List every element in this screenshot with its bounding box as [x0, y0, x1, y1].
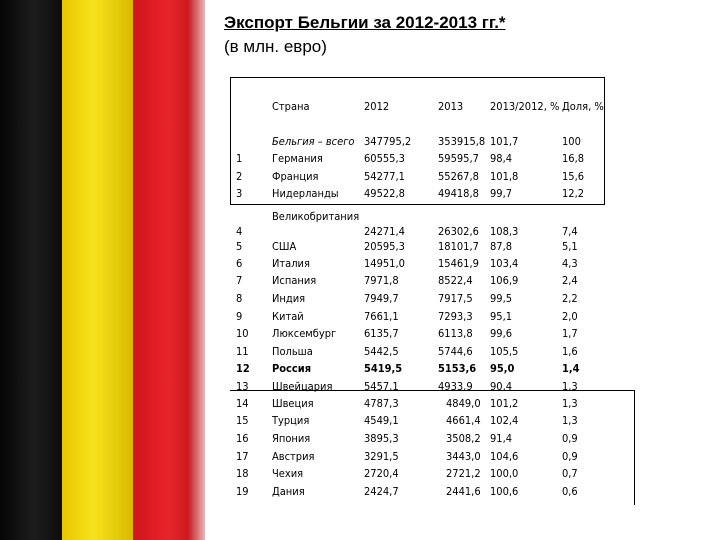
- row-share: 15,6: [562, 170, 585, 183]
- row-number: 13: [236, 380, 249, 393]
- row-value-2012: 7949,7: [364, 292, 399, 305]
- row-value-2013: 15461,9: [438, 257, 479, 270]
- row-share: 100: [562, 135, 581, 148]
- row-value-2013: 4661,4: [446, 414, 481, 427]
- row-value-2012: 24271,4: [364, 225, 405, 238]
- row-value-2013: 3508,2: [446, 432, 481, 445]
- row-country: Австрия: [272, 450, 315, 463]
- row-country: Чехия: [272, 467, 304, 480]
- row-value-2012: 4787,3: [364, 397, 399, 410]
- row-value-2012: 347795,2: [364, 135, 412, 148]
- row-country: Нидерланды: [272, 187, 339, 200]
- row-country: Франция: [272, 170, 319, 183]
- row-share: 1,3: [562, 397, 578, 410]
- row-value-2013: 4849,0: [446, 397, 481, 410]
- slide-title: Экспорт Бельгии за 2012-2013 гг.*: [224, 13, 506, 32]
- row-ratio: 103,4: [490, 257, 519, 270]
- row-country: Польша: [272, 345, 313, 358]
- row-country: Индия: [272, 292, 306, 305]
- row-ratio: 100,0: [490, 467, 519, 480]
- row-ratio: 98,4: [490, 152, 513, 165]
- row-share: 0,7: [562, 467, 578, 480]
- row-country: Россия: [272, 362, 312, 375]
- row-country: Италия: [272, 257, 310, 270]
- header-country: Страна: [272, 100, 310, 113]
- row-number: 14: [236, 397, 249, 410]
- row-ratio: 101,7: [490, 135, 519, 148]
- row-value-2012: 20595,3: [364, 240, 405, 253]
- row-ratio: 106,9: [490, 274, 519, 287]
- row-number: 17: [236, 450, 249, 463]
- row-ratio: 108,3: [490, 225, 519, 238]
- header-share: Доля, %: [562, 100, 604, 113]
- row-share: 1,3: [562, 414, 578, 427]
- row-ratio: 99,7: [490, 187, 513, 200]
- row-value-2012: 54277,1: [364, 170, 405, 183]
- row-ratio: 102,4: [490, 414, 519, 427]
- row-value-2012: 60555,3: [364, 152, 405, 165]
- row-country: Бельгия – всего: [272, 135, 355, 148]
- row-share: 2,2: [562, 292, 578, 305]
- row-country: Турция: [272, 414, 310, 427]
- row-share: 0,9: [562, 450, 578, 463]
- row-value-2013: 26302,6: [438, 225, 479, 238]
- row-number: 11: [236, 345, 249, 358]
- row-value-2012: 3291,5: [364, 450, 399, 463]
- header-2013: 2013: [438, 100, 464, 113]
- row-share: 7,4: [562, 225, 578, 238]
- row-value-2013: 5153,6: [438, 362, 477, 375]
- row-number: 3: [236, 187, 243, 200]
- row-value-2013: 2721,2: [446, 467, 481, 480]
- row-number: 6: [236, 257, 243, 270]
- row-ratio: 87,8: [490, 240, 513, 253]
- row-value-2013: 7293,3: [438, 310, 473, 323]
- row-share: 4,3: [562, 257, 578, 270]
- row-share: 12,2: [562, 187, 585, 200]
- row-number: 1: [236, 152, 243, 165]
- row-value-2012: 7971,8: [364, 274, 399, 287]
- row-number: 16: [236, 432, 249, 445]
- row-country: Китай: [272, 310, 304, 323]
- row-ratio: 101,2: [490, 397, 519, 410]
- row-value-2013: 8522,4: [438, 274, 473, 287]
- row-share: 16,8: [562, 152, 585, 165]
- row-value-2012: 14951,0: [364, 257, 405, 270]
- row-ratio: 104,6: [490, 450, 519, 463]
- row-ratio: 99,5: [490, 292, 513, 305]
- row-country: Швеция: [272, 397, 314, 410]
- row-number: 5: [236, 240, 243, 253]
- row-country: Япония: [272, 432, 311, 445]
- row-value-2013: 18101,7: [438, 240, 479, 253]
- row-value-2013: 55267,8: [438, 170, 479, 183]
- row-value-2012: 7661,1: [364, 310, 399, 323]
- row-ratio: 91,4: [490, 432, 513, 445]
- row-number: 12: [236, 362, 250, 375]
- row-value-2013: 49418,8: [438, 187, 479, 200]
- row-value-2012: 6135,7: [364, 327, 399, 340]
- row-value-2013: 5744,6: [438, 345, 473, 358]
- row-ratio: 95,0: [490, 362, 515, 375]
- row-ratio: 99,6: [490, 327, 513, 340]
- row-country: США: [272, 240, 297, 253]
- row-value-2013: 3443,0: [446, 450, 481, 463]
- row-number: 19: [236, 485, 249, 498]
- table-right-rule: [634, 390, 635, 505]
- row-country: Люксембург: [272, 327, 337, 340]
- row-number: 4: [236, 225, 243, 238]
- row-number: 18: [236, 467, 249, 480]
- row-value-2013: 59595,7: [438, 152, 479, 165]
- row-share: 1,6: [562, 345, 578, 358]
- row-share: 1,3: [562, 380, 578, 393]
- row-share: 0,9: [562, 432, 578, 445]
- row-value-2013: 7917,5: [438, 292, 473, 305]
- row-country: Германия: [272, 152, 323, 165]
- row-number: 7: [236, 274, 243, 287]
- row-number: 10: [236, 327, 249, 340]
- row-value-2012: 5457,1: [364, 380, 399, 393]
- row-share: 5,1: [562, 240, 578, 253]
- row-ratio: 95,1: [490, 310, 513, 323]
- row-number: 9: [236, 310, 243, 323]
- row-share: 2,4: [562, 274, 578, 287]
- row-value-2012: 3895,3: [364, 432, 399, 445]
- row-value-2012: 5442,5: [364, 345, 399, 358]
- row-value-2013: 4933,9: [438, 380, 473, 393]
- row-country: Швейцария: [272, 380, 333, 393]
- row-number: 15: [236, 414, 249, 427]
- flag-stripe-black: [0, 0, 62, 540]
- flag-fade-edge: [188, 0, 212, 540]
- row-value-2012: 2424,7: [364, 485, 399, 498]
- row-country: Великобритания: [272, 210, 360, 223]
- row-value-2012: 4549,1: [364, 414, 399, 427]
- row-share: 1,4: [562, 362, 580, 375]
- row-ratio: 100,6: [490, 485, 519, 498]
- row-country: Дания: [272, 485, 305, 498]
- slide-subtitle: (в млн. евро): [224, 37, 327, 56]
- flag-stripe-yellow: [62, 0, 133, 540]
- row-value-2013: 6113,8: [438, 327, 473, 340]
- row-value-2013: 353915,8: [438, 135, 486, 148]
- header-ratio: 2013/2012, %: [490, 100, 560, 113]
- row-value-2012: 2720,4: [364, 467, 399, 480]
- row-share: 2,0: [562, 310, 578, 323]
- row-country: Испания: [272, 274, 317, 287]
- row-number: 8: [236, 292, 243, 305]
- row-value-2013: 2441,6: [446, 485, 481, 498]
- row-ratio: 105,5: [490, 345, 519, 358]
- row-ratio: 90,4: [490, 380, 513, 393]
- row-share: 1,7: [562, 327, 578, 340]
- row-value-2012: 49522,8: [364, 187, 405, 200]
- row-number: 2: [236, 170, 243, 183]
- header-2012: 2012: [364, 100, 390, 113]
- row-ratio: 101,8: [490, 170, 519, 183]
- row-share: 0,6: [562, 485, 578, 498]
- row-value-2012: 5419,5: [364, 362, 403, 375]
